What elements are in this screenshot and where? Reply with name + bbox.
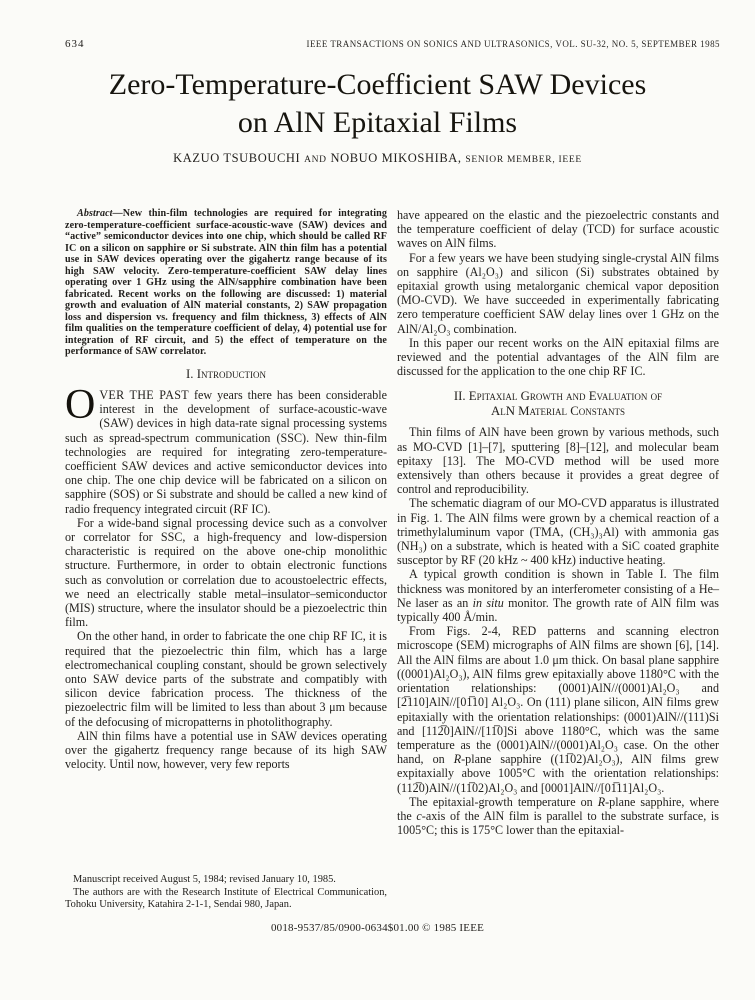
right-column — [397, 208, 719, 912]
paragraph-intro-4: AlN thin films have a potential use in SAW devices operating over the gigahertz frequency range because of its high SAW velocity. Until now, however, very few reports — [65, 728, 387, 772]
p8-c-axis: c — [416, 808, 422, 823]
section-heading-ii — [397, 389, 719, 418]
membership-note: SENIOR MEMBER, IEEE — [465, 155, 582, 165]
p8-s1: The epitaxial-growth temperature on — [409, 794, 598, 809]
p6-post: monitor. The growth rate of AlN film was typically 400 Å/min. — [397, 595, 720, 625]
paragraph-growth-3 — [397, 567, 719, 624]
paragraph-intro-2: For a wide-band signal processing device such as a convolver or correlator for SSC, a high-frequency and low-dispersion characteristic is required on the above one-chip monolithic structure. Furthermore, in order to obtain electronic functions such as convolution or correlation due to acoustoelectric effects, we need an electrically stable metal–insulator–semiconductor (MIS) structure, where the insulator should be a piezoelectric thin film. — [65, 515, 387, 630]
p8-s3: -plane sapphire, where the — [397, 794, 719, 823]
abstract-text: New thin-film technologies are required for integrating zero-temperature-coefficient surface-acoustic-wave (SAW) devices and “active” semiconductor devices into one chip, which should be called RF IC on a silicon on sapphire or Si substrate. AlN thin film has a potential use in SAW devices operating over the gigahertz range because of its high SAW velocity. Zero-temperature-coefficient SAW delay lines operating over 1 GHz using the AlN/sapphire combination have been fabricated. Recent works on the following are discussed: 1) material growth and evaluation of AlN material constants, 2) SAW propagation loss and dispersion vs. frequency and film thickness, 3) effects of AlN film qualities on the temperature coefficient of delay, 4) potential use for integration of RF circuit, and 5) the effect of temperature on the performance of SAW correlator. — [65, 208, 387, 357]
paragraph-cont-1: have appeared on the elastic and the piezoelectric constants and the temperature coefficient of delay (TCD) for surface acoustic waves on AlN films. — [397, 208, 719, 251]
p6-in-situ: in situ — [472, 595, 504, 610]
paragraph-intro-3: On the other hand, in order to fabricate the one chip RF IC, it is required that the piezoelectric thin film, which has a large electromechanical coupling constant, should be grown selectively onto SAW device parts of the substrate and compatibly with silicon device fabrication process. The thickness of the piezoelectric film will be limited to less than about 3 μm because of the defocusing of micropatterns in photolithography. — [65, 629, 387, 729]
paragraph-cont-2: For a few years we have been studying single-crystal AlN films on sapphire (Al₂O₃) and silicon (Si) substrates obtained by epitaxial growth using metalorganic chemical vapor deposition (MO-CVD). We have succeeded in experimentally fabricating zero temperature coefficient SAW delay lines over 1 GHz on the AlN/Al₂O₃ combination. — [397, 250, 719, 336]
article-title — [0, 66, 755, 142]
two-column-body — [65, 208, 719, 912]
paragraph-growth-4 — [397, 624, 719, 794]
footnote-block — [65, 874, 387, 912]
paragraph-intro-1 — [65, 382, 387, 516]
page-number: 634 — [65, 38, 85, 50]
p7-r-plane: R — [453, 752, 462, 767]
footnote-affiliation: The authors are with the Research Institute of Electrical Communication, Tohoku University, Katahira 2-1-1, Sendai 980, Japan. — [65, 886, 387, 911]
p8-r: R — [597, 794, 606, 809]
copyright-footer: 0018-9537/85/0900-0634$01.00 © 1985 IEEE — [270, 922, 485, 934]
section-heading-i: I. Introduction — [186, 366, 266, 381]
journal-title: IEEE TRANSACTIONS ON SONICS AND ULTRASONICS, VOL. SU-32, NO. 5, SEPTEMBER 1985 — [306, 39, 720, 49]
abstract-label: Abstract— — [77, 208, 123, 219]
footnote-manuscript: Manuscript received August 5, 1984; revised January 10, 1985. — [73, 874, 336, 886]
section-ii-line-1: II. Epitaxial Growth and Evaluation of — [453, 389, 663, 404]
paragraph-growth-5 — [397, 795, 719, 838]
author-1: KAZUO TSUBOUCHI — [173, 151, 301, 165]
byline — [0, 151, 755, 166]
paragraph-cont-3: In this paper our recent works on the AlN epitaxial films are reviewed and the potential advantages of the AlN film are discussed for the application to the one chip RF IC. — [397, 335, 719, 379]
title-line-1: Zero-Temperature-Coefficient SAW Devices — [108, 68, 647, 101]
p7-pre: From Figs. 2-4, RED patterns and scanning electron microscope (SEM) micrographs of AlN films are shown [6], [14]. All the AlN films are about 1.0 μm thick. On basal plane sapphire ((0001)Al₂O₃), AlN films grew epitaxially above 1180°C with the orientation relationships: (0001)AlN//(0001)Al₂O₃ and [2̅110]AlN//[01̅10] Al₂O₃. On (111) plane silicon, AlN films grew epitaxially with the orientation relationships: (0001)AlN//(111)Si and [112̅0]AlN//[11̅0]Si above 1180°C, which was the same temperature as the (0001)AlN//(0001)Al₂O₃ case. On the other hand, on — [397, 624, 719, 767]
running-header — [65, 38, 720, 50]
paragraph-growth-2: The schematic diagram of our MO-CVD apparatus is illustrated in Fig. 1. The AlN films were grown by a chemical reaction of a trimethylaluminum vapor (TMA, (CH₃)₃Al) with ammonia gas (NH₃) on a substrate, which is heated with a SiC coated graphite susceptor by RF (20 kHz ~ 400 kHz) inductive heating. — [397, 496, 719, 568]
p6-pre: A typical growth condition is shown in Table I. The film thickness was monitored by an interferometer consisting of a He–Ne laser as an — [397, 567, 719, 610]
title-line-2: on AlN Epitaxial Films — [237, 106, 518, 139]
intro-lead-caps: VER THE PAST — [99, 388, 189, 402]
paragraph-growth-1: Thin films of AlN have been grown by various methods, such as MO-CVD [1]–[7], sputtering [8]–[12], and molecular beam epitaxy [13]. The MO-CVD method will be used more extensively than others because it provides a great degree of control and reproducibility. — [397, 425, 719, 497]
left-column — [65, 208, 387, 912]
section-ii-line-2: AlN Material Constants — [490, 403, 626, 418]
byline-conjunction: AND — [304, 155, 327, 165]
intro-p1-text: few years there has been considerable interest in the development of surface-acoustic-wave (SAW) devices in high data-rate signal processing systems such as spread-spectrum communication (SSC). New thin-film technologies are required for integrating zero-temperature-coefficient SAW devices and active semiconductor devices into one chip. The one chip device will be fabricated on a silicon on sapphire (SOS) or Si substrate and should be called a new kind of radio frequency integrated circuit (RF IC). — [65, 388, 387, 516]
author-2: NOBUO MIKOSHIBA, — [330, 151, 462, 165]
abstract — [65, 208, 387, 358]
p8-s5: -axis of the AlN film is parallel to the substrate surface, is 1005°C; this is 175°C lower than the epitaxial- — [397, 808, 719, 838]
intro-dropcap: O — [65, 382, 96, 428]
p7-post: -plane sapphire ((11̅02)Al₂O₃), AlN films grew expitaxially above 1005°C with the orientation relationships: (112̅0)AlN//(11̅02)Al₂O₃ and [0001]AlN//[01̅11]Al₂O₃. — [397, 752, 719, 795]
